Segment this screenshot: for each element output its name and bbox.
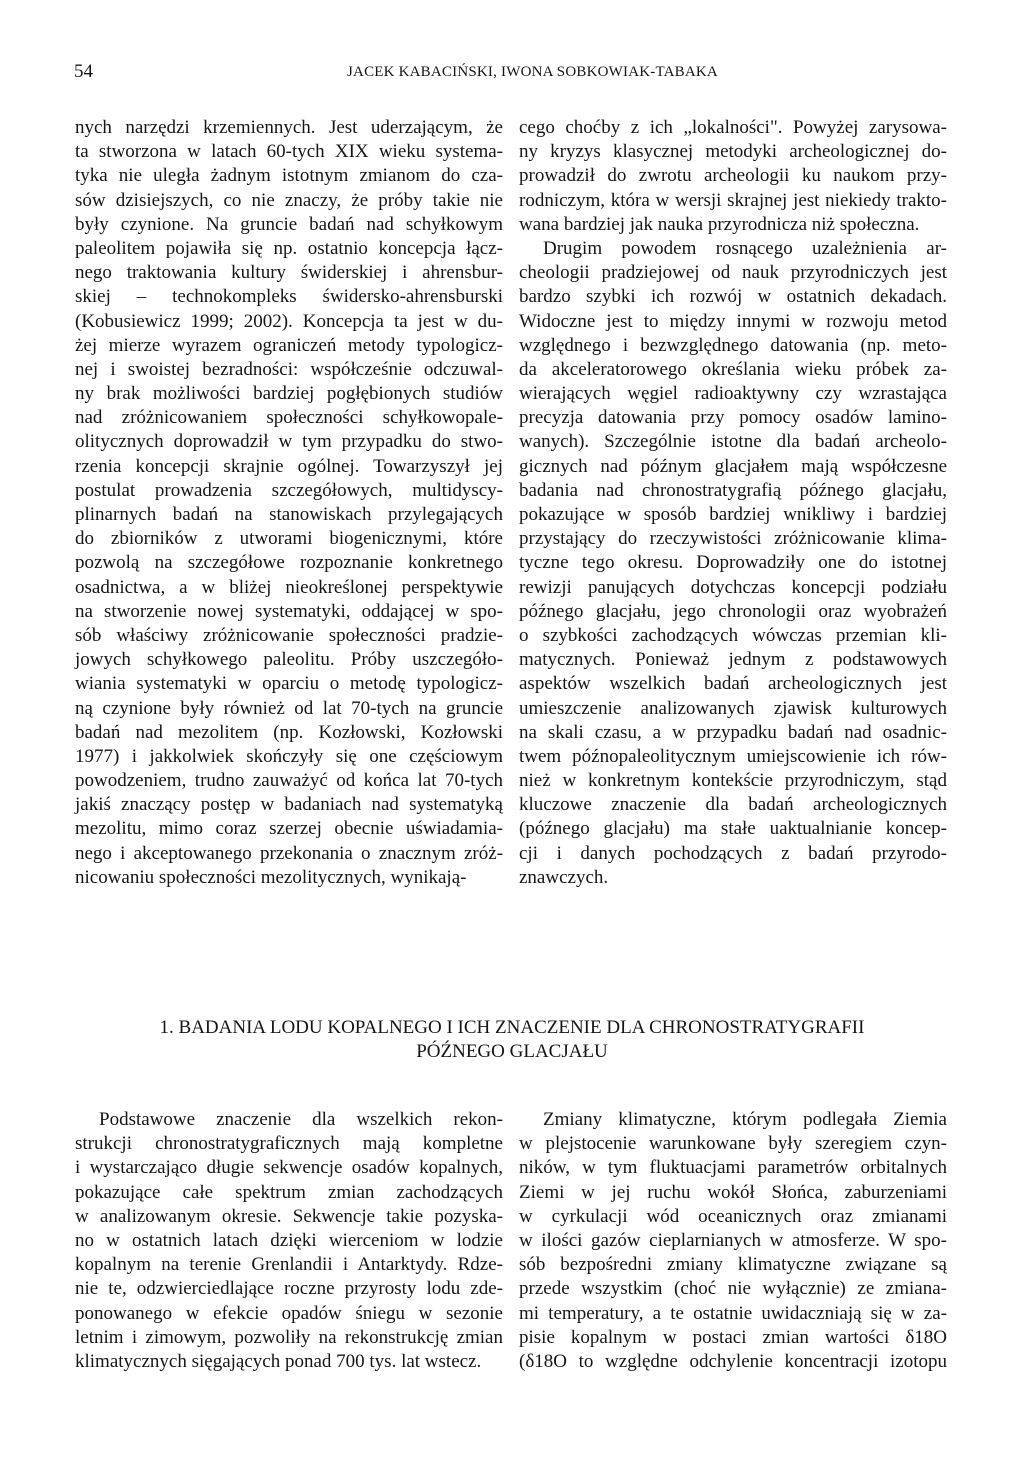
text-line: skiej – technokompleks świdersko-ahrensburski	[75, 286, 503, 308]
text-line: cji i danych pochodzących z badań przyrodo-	[519, 842, 947, 864]
text-line: względnego i bezwzględnego datowania (np. meto-	[519, 334, 947, 356]
text-line: sób właściwy zróżnicowanie społeczności pradzie-	[75, 624, 503, 646]
text-line: pisie kopalnym w postaci zmian wartości δ18O	[519, 1326, 947, 1348]
text-line: pokazujące w sposób bardziej wnikliwy i bardziej	[519, 504, 947, 525]
text-line: da akceleratorowego określania wieku próbek za-	[519, 358, 947, 380]
text-line: wanych). Szczególnie istotne dla badań archeolo-	[519, 431, 947, 453]
text-line: (Kobusiewicz 1999; 2002). Koncepcja ta jest w du-	[75, 310, 503, 332]
running-header: JACEK KABACIŃSKI, IWONA SOBKOWIAK-TABAKA	[347, 64, 718, 80]
text-line: powodzeniem, trudno zauważyć od końca lat 70-tych	[75, 770, 503, 792]
text-line: sów dzisiejszych, co nie znaczy, że próby takie nie	[75, 189, 503, 211]
text-line: plinarnych badań na stanowiskach przylegających	[75, 504, 503, 525]
text-line: precyzja datowania przy pomocy osadów lamino-	[519, 407, 947, 429]
text-line: późnego glacjału, jego chronologii oraz wyobrażeń	[519, 600, 947, 622]
text-line: jowych schyłkowego paleolitu. Próby uszczegóło-	[75, 649, 503, 671]
text-line: matycznych. Ponieważ jednym z podstawowych	[519, 649, 947, 671]
text-line: olitycznych doprowadził w tym przypadku do stwo-	[75, 431, 503, 453]
text-line: 1977) i jakkolwiek skończyły się one częściowym	[75, 745, 503, 767]
text-line: nych narzędzi krzemiennych. Jest uderzającym, że	[75, 117, 503, 138]
text-column-bottom-right	[519, 1108, 947, 1374]
section-heading-line-1: 1. BADANIA LODU KOPALNEGO I ICH ZNACZENIE DLA CHRONOSTRATYGRAFII	[159, 1017, 865, 1038]
text-line: w cyrkulacji wód oceanicznych oraz zmianami	[519, 1205, 947, 1227]
text-line: strukcji chronostratygraficznych mają kompletne	[75, 1133, 503, 1155]
text-line: tyka nie uległa żadnym istotnym zmianom do cza-	[75, 165, 503, 187]
text-line: mi temperatury, a te ostatnie uwidaczniają się w za-	[519, 1302, 947, 1324]
text-line: na skali czasu, a w przypadku badań nad osadnic-	[519, 721, 947, 743]
text-line: no w ostatnich latach dzięki wierceniom w lodzie	[75, 1229, 503, 1251]
text-line: Widoczne jest to między innymi w rozwoju metod	[519, 310, 947, 332]
section-heading	[60, 1016, 964, 1064]
text-line: aspektów wszelkich badań archeologicznych jest	[519, 673, 947, 695]
text-line: wiania systematyki w oparciu o metodę typologicz-	[75, 673, 503, 695]
page-number: 54	[74, 61, 93, 82]
text-line: klimatycznych sięgających ponad 700 tys. lat wstecz.	[75, 1350, 482, 1372]
text-line: Ziemi w jej ruchu wokół Słońca, zaburzeniami	[519, 1181, 947, 1203]
text-line: letnim i zimowym, pozwoliły na rekonstrukcję zmian	[75, 1326, 503, 1348]
text-line: badania nad chronostratygrafią późnego glacjału,	[519, 479, 947, 501]
text-line: paleolitem pojawiła się np. ostatnio koncepcja łącz-	[75, 237, 503, 259]
text-line: o szybkości zachodzących wówczas przemian kli-	[519, 624, 947, 646]
text-line: rodniczym, która w wersji skrajnej jest niekiedy trakto-	[519, 189, 947, 211]
text-line: ną czynione były również od lat 70-tych na gruncie	[75, 697, 503, 719]
text-line: prowadził do zwrotu archeologii ku naukom przy-	[519, 165, 947, 187]
text-line: nej i swoistej bezradności: współcześnie odczuwal-	[75, 358, 503, 380]
text-line: (δ18O to względne odchylenie koncentracji izotopu	[519, 1350, 947, 1372]
text-line: w plejstocenie warunkowane były szeregiem czyn-	[519, 1133, 947, 1155]
text-line: badań nad mezolitem (np. Kozłowski, Kozłowski	[75, 721, 503, 743]
text-line: przystający do rzeczywistości zróżnicowanie klima-	[519, 528, 947, 550]
text-line: nad zróżnicowaniem społeczności schyłkowopale-	[75, 407, 503, 429]
section-heading-line-2: PÓŹNEGO GLACJAŁU	[416, 1041, 608, 1062]
text-line: nicowaniu społeczności mezolitycznych, wynikają-	[75, 866, 467, 888]
text-line: wana bardziej jak nauka przyrodnicza niż społeczna.	[519, 213, 920, 235]
text-line: postulat prowadzenia szczegółowych, multidyscy-	[75, 479, 503, 501]
text-line: Podstawowe znaczenie dla wszelkich rekon-	[99, 1109, 503, 1130]
text-line: jakiś znaczący postęp w badaniach nad systematyką	[75, 794, 503, 816]
text-line: ponowanego w efekcie opadów śniegu w sezonie	[75, 1302, 503, 1324]
text-line: sób bezpośredni zmiany klimatyczne związane są	[519, 1254, 947, 1276]
text-line: osadnictwa, a w bliżej nieokreślonej perspektywie	[75, 576, 503, 598]
text-column-top-right	[519, 116, 947, 890]
text-column-bottom-left	[75, 1108, 503, 1374]
text-line: tyczne tego okresu. Doprowadziły one do istotnej	[519, 552, 947, 574]
text-line: przede wszystkim (choć nie wyłącznie) ze zmiana-	[519, 1278, 947, 1300]
text-line: na stworzenie nowej systematyki, oddającej w spo-	[75, 600, 503, 622]
text-line: do zbiorników z utworami biogenicznymi, które	[75, 528, 503, 550]
text-line: znawczych.	[519, 866, 609, 888]
text-line: (późnego glacjału) ma stałe uaktualnianie koncep-	[519, 818, 947, 840]
text-line: ników, w tym fluktuacjami parametrów orbitalnych	[519, 1157, 947, 1179]
text-line: nego i akceptowanego przekonania o znacznym zróż-	[75, 842, 503, 864]
text-line: gicznych nad późnym glacjałem mają współczesne	[519, 455, 947, 477]
text-line: Drugim powodem rosnącego uzależnienia ar-	[543, 237, 947, 259]
text-line: nego traktowania kultury świderskiej i ahrensbur-	[75, 262, 503, 284]
text-line: pozwolą na szczegółowe rozpoznanie konkretnego	[75, 552, 503, 574]
text-line: pokazujące całe spektrum zmian zachodzących	[75, 1181, 503, 1203]
text-line: ny kryzys klasycznej metodyki archeologicznej do-	[519, 141, 947, 163]
text-line: w ilości gazów cieplarnianych w atmosferze. W spo-	[519, 1229, 947, 1251]
text-line: nie te, odzwierciedlające roczne przyrosty lodu zde-	[75, 1278, 503, 1300]
text-line: mezolitu, mimo coraz szerzej obecnie uświadamia-	[75, 818, 503, 840]
text-line: wierających węgiel radioaktywny czy wzrastająca	[519, 383, 947, 405]
text-line: były czynione. Na gruncie badań nad schyłkowym	[75, 213, 503, 235]
text-line: cheologii pradziejowej od nauk przyrodniczych jest	[519, 262, 947, 284]
text-line: i wystarczająco długie sekwencje osadów kopalnych,	[75, 1157, 503, 1179]
text-line: kluczowe znaczenie dla badań archeologicznych	[519, 794, 947, 816]
text-line: twem późnopaleolitycznym umiejscowienie ich rów-	[519, 745, 947, 767]
text-line: bardzo szybki ich rozwój w ostatnich dekadach.	[519, 286, 947, 308]
text-line: ta stworzona w latach 60-tych XIX wieku systema-	[75, 141, 503, 163]
text-line: cego choćby z ich „lokalności". Powyżej zarysowa-	[519, 117, 947, 138]
text-line: rzenia koncepcji skrajnie ogólnej. Towarzyszył jej	[75, 455, 503, 477]
text-line: kopalnym na terenie Grenlandii i Antarktydy. Rdze-	[75, 1254, 503, 1276]
text-column-top-left	[75, 116, 503, 890]
text-line: ny brak możliwości bardziej pogłębionych studiów	[75, 383, 503, 405]
text-line: rewizji panujących dotychczas koncepcji podziału	[519, 576, 947, 598]
text-line: umieszczenie analizowanych zjawisk kulturowych	[519, 697, 947, 719]
text-line: nież w konkretnym kontekście przyrodniczym, stąd	[519, 770, 947, 792]
text-line: Zmiany klimatyczne, którym podlegała Ziemia	[543, 1109, 947, 1130]
text-line: w analizowanym okresie. Sekwencje takie pozyska-	[75, 1205, 503, 1227]
text-line: żej mierze wyrazem ograniczeń metody typologicz-	[75, 334, 503, 356]
